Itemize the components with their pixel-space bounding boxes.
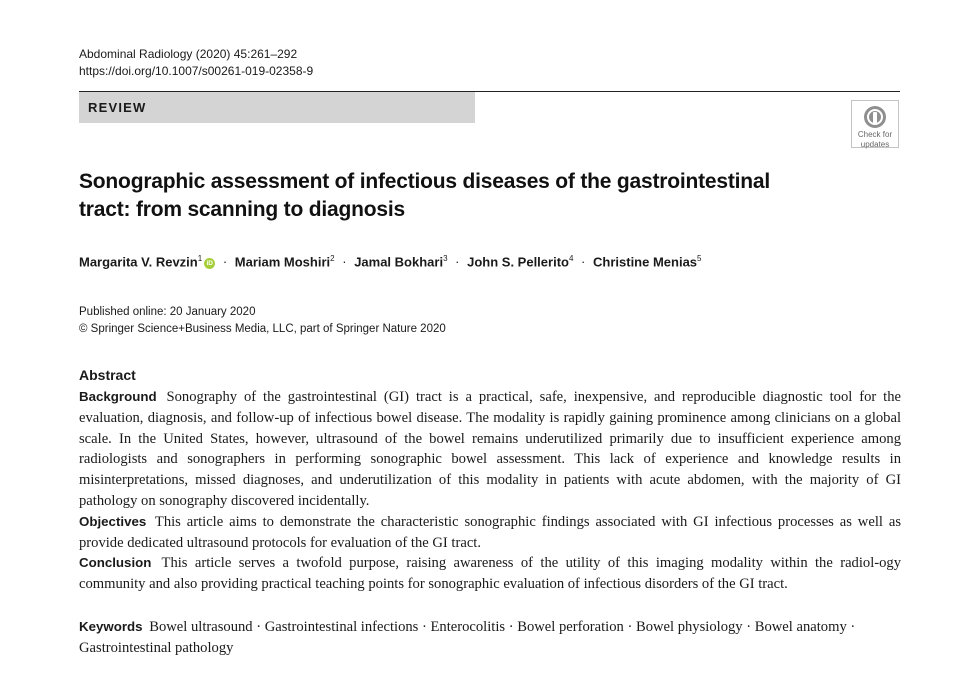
author-name[interactable]: Christine Menias <box>593 254 698 270</box>
journal-citation: Abdominal Radiology (2020) 45:261–292 <box>79 47 298 61</box>
copyright-notice: © Springer Science+Business Media, LLC, part of Springer Nature 2020 <box>79 323 446 335</box>
author-separator: · <box>342 254 347 270</box>
author-name[interactable]: John S. Pellerito <box>467 254 569 270</box>
check-updates-icon <box>863 105 887 129</box>
article-title <box>79 168 879 224</box>
check-updates-line2: updates <box>860 140 890 149</box>
background-text: Sonography of the gastrointestinal (GI) tract is a practical, safe, inexpensive, and reproducible diagnostic tool for the evaluation, diagnosis, and follow-up of infectious bowel disease. The modality is rapidly gaining prominence among clinicians on a global scale. In the United States, however, ultrasound of the bowel remains underutilized primarily due to insufficient experience among radiologists and sonographers in performing sonographic bowel assessment. This lack of experience and knowledge results in misinterpretations, missed diagnoses, and underutilization of this modality in patients with acute abdomen, with the majority of GI pathology on sonography discovered incidentally. <box>79 389 901 509</box>
check-updates-line1: Check for <box>857 130 893 139</box>
check-for-updates-badge[interactable] <box>851 100 899 148</box>
journal-info <box>79 46 313 80</box>
affiliation-marker: 3 <box>443 254 448 263</box>
conclusion-label: Conclusion <box>79 555 152 571</box>
keywords-section <box>79 616 901 659</box>
abstract-heading: Abstract <box>79 367 136 383</box>
abstract-background <box>79 387 901 512</box>
author-separator: · <box>455 254 460 270</box>
abstract-body <box>79 387 901 595</box>
publication-info <box>79 304 446 338</box>
title-line-2: tract: from scanning to diagnosis <box>79 198 405 221</box>
author-name[interactable]: Margarita V. Revzin <box>79 254 198 270</box>
abstract-objectives <box>79 512 901 554</box>
section-label: REVIEW <box>79 92 475 123</box>
published-date: Published online: 20 January 2020 <box>79 306 256 318</box>
affiliation-marker: 2 <box>330 254 335 263</box>
doi-link[interactable]: https://doi.org/10.1007/s00261-019-02358-9 <box>79 64 314 78</box>
background-label: Background <box>79 389 157 404</box>
conclusion-text: This article serves a twofold purpose, raising awareness of the utility of this imaging modality within the radiol-ogy community and also providing practical teaching points for sonographic evaluation of infectious disorders of the GI tract. <box>79 555 902 593</box>
title-line-1: Sonographic assessment of infectious diseases of the gastrointestinal <box>79 170 771 193</box>
author-list <box>79 254 702 269</box>
orcid-icon[interactable]: iD <box>204 258 215 269</box>
author-separator: · <box>222 254 228 270</box>
affiliation-marker: 5 <box>697 254 702 263</box>
author-name[interactable]: Mariam Moshiri <box>234 254 331 270</box>
objectives-label: Objectives <box>79 513 147 529</box>
author-name[interactable]: Jamal Bokhari <box>354 254 444 270</box>
keywords-label: Keywords <box>79 619 143 634</box>
author-separator: · <box>581 254 586 270</box>
abstract-conclusion <box>79 553 901 595</box>
affiliation-marker: 4 <box>568 254 574 263</box>
objectives-text: This article aims to demonstrate the characteristic sonographic findings associated with GI infectious processes as well as provide dedicated ultrasound protocols for evaluation of the GI tract. <box>79 513 901 551</box>
keywords-text: Bowel ultrasound · Gastrointestinal infections · Enterocolitis · Bowel perforation · Bowel physiology · Bowel anatomy · Gastrointestinal pathology <box>79 619 856 656</box>
affiliation-marker: 1 <box>197 254 203 263</box>
